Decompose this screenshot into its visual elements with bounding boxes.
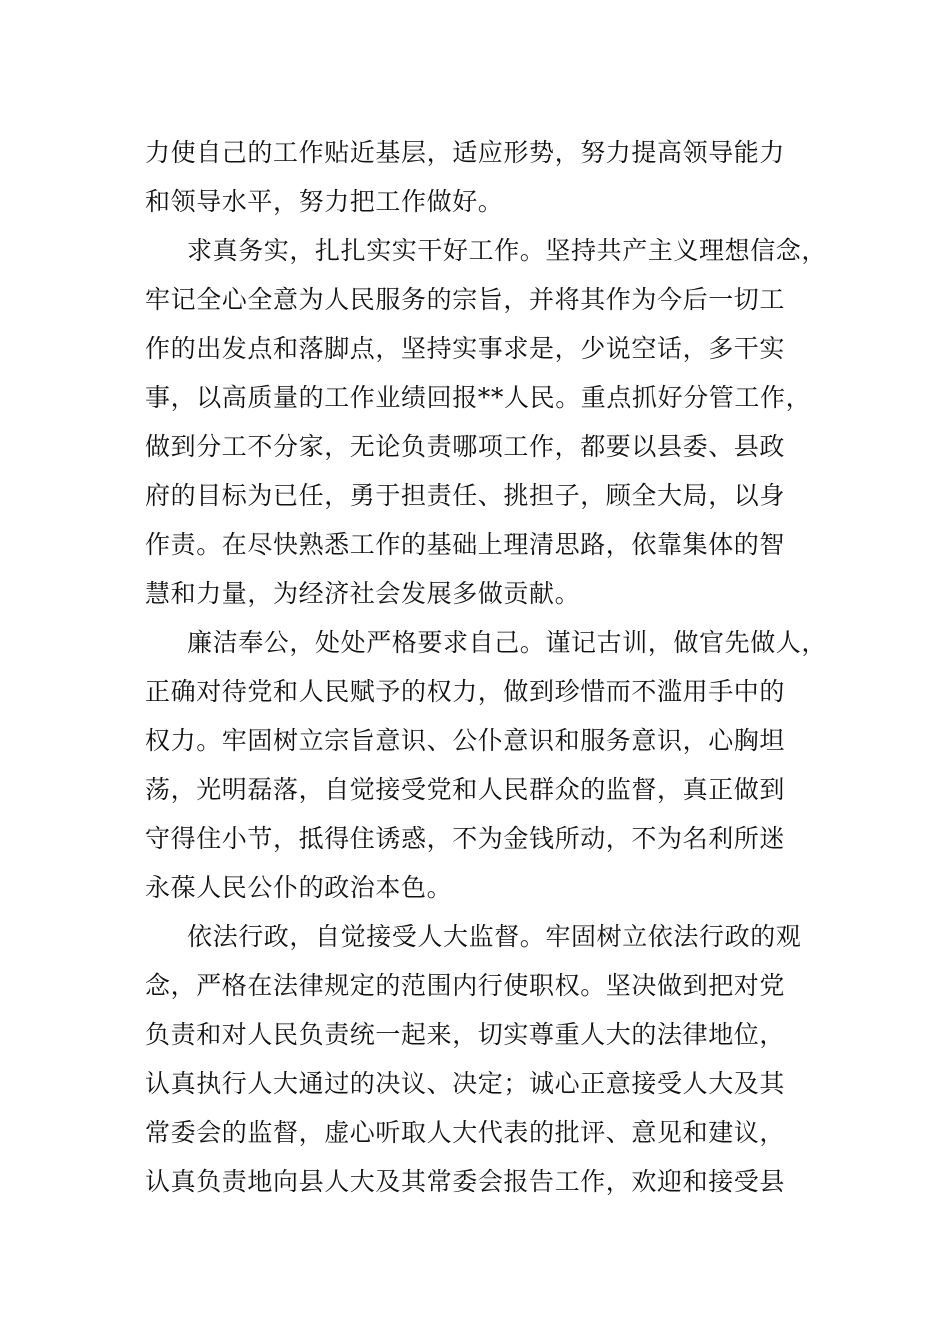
text-line: 府的目标为已任，勇于担责任、挑担子，顾全大局，以身 xyxy=(145,481,786,510)
text-line: 和领导水平，努力把工作做好。 xyxy=(145,187,504,216)
text-line: 永葆人民公仆的政治本色。 xyxy=(145,873,453,902)
text-line: 认真执行人大通过的决议、决定；诚心正意接受人大及其 xyxy=(145,1069,786,1098)
text-line: 负责和对人民负责统一起来，切实尊重人大的法律地位， xyxy=(145,1020,786,1049)
text-line: 牢记全心全意为人民服务的宗旨，并将其作为今后一切工 xyxy=(145,285,786,314)
text-line: 念，严格在法律规定的范围内行使职权。坚决做到把对党 xyxy=(145,971,786,1000)
paragraph-start-line: 求真务实，扎扎实实干好工作。坚持共产主义理想信念， xyxy=(187,236,828,265)
text-line: 力使自己的工作贴近基层，适应形势，努力提高领导能力 xyxy=(145,138,786,167)
text-line: 事，以高质量的工作业绩回报**人民。重点抓好分管工作， xyxy=(145,383,812,412)
text-line: 荡，光明磊落，自觉接受党和人民群众的监督，真正做到 xyxy=(145,775,786,804)
text-line: 守得住小节，抵得住诱惑，不为金钱所动，不为名利所迷 xyxy=(145,824,786,853)
text-line: 作责。在尽快熟悉工作的基础上理清思路，依靠集体的智 xyxy=(145,530,786,559)
text-line: 作的出发点和落脚点，坚持实事求是，少说空话，多干实 xyxy=(145,334,786,363)
text-line: 权力。牢固树立宗旨意识、公仆意识和服务意识，心胸坦 xyxy=(145,726,786,755)
text-line: 正确对待党和人民赋予的权力，做到珍惜而不滥用手中的 xyxy=(145,677,786,706)
text-line: 认真负责地向县人大及其常委会报告工作，欢迎和接受县 xyxy=(145,1167,786,1196)
body-text xyxy=(145,128,835,1206)
paragraph-start-line: 依法行政，自觉接受人大监督。牢固树立依法行政的观 xyxy=(187,922,802,951)
text-line: 常委会的监督，虚心听取人大代表的批评、意见和建议， xyxy=(145,1118,786,1147)
text-line: 慧和力量，为经济社会发展多做贡献。 xyxy=(145,579,581,608)
paragraph-start-line: 廉洁奉公，处处严格要求自己。谨记古训，做官先做人， xyxy=(187,628,828,657)
text-line: 做到分工不分家，无论负责哪项工作，都要以县委、县政 xyxy=(145,432,786,461)
